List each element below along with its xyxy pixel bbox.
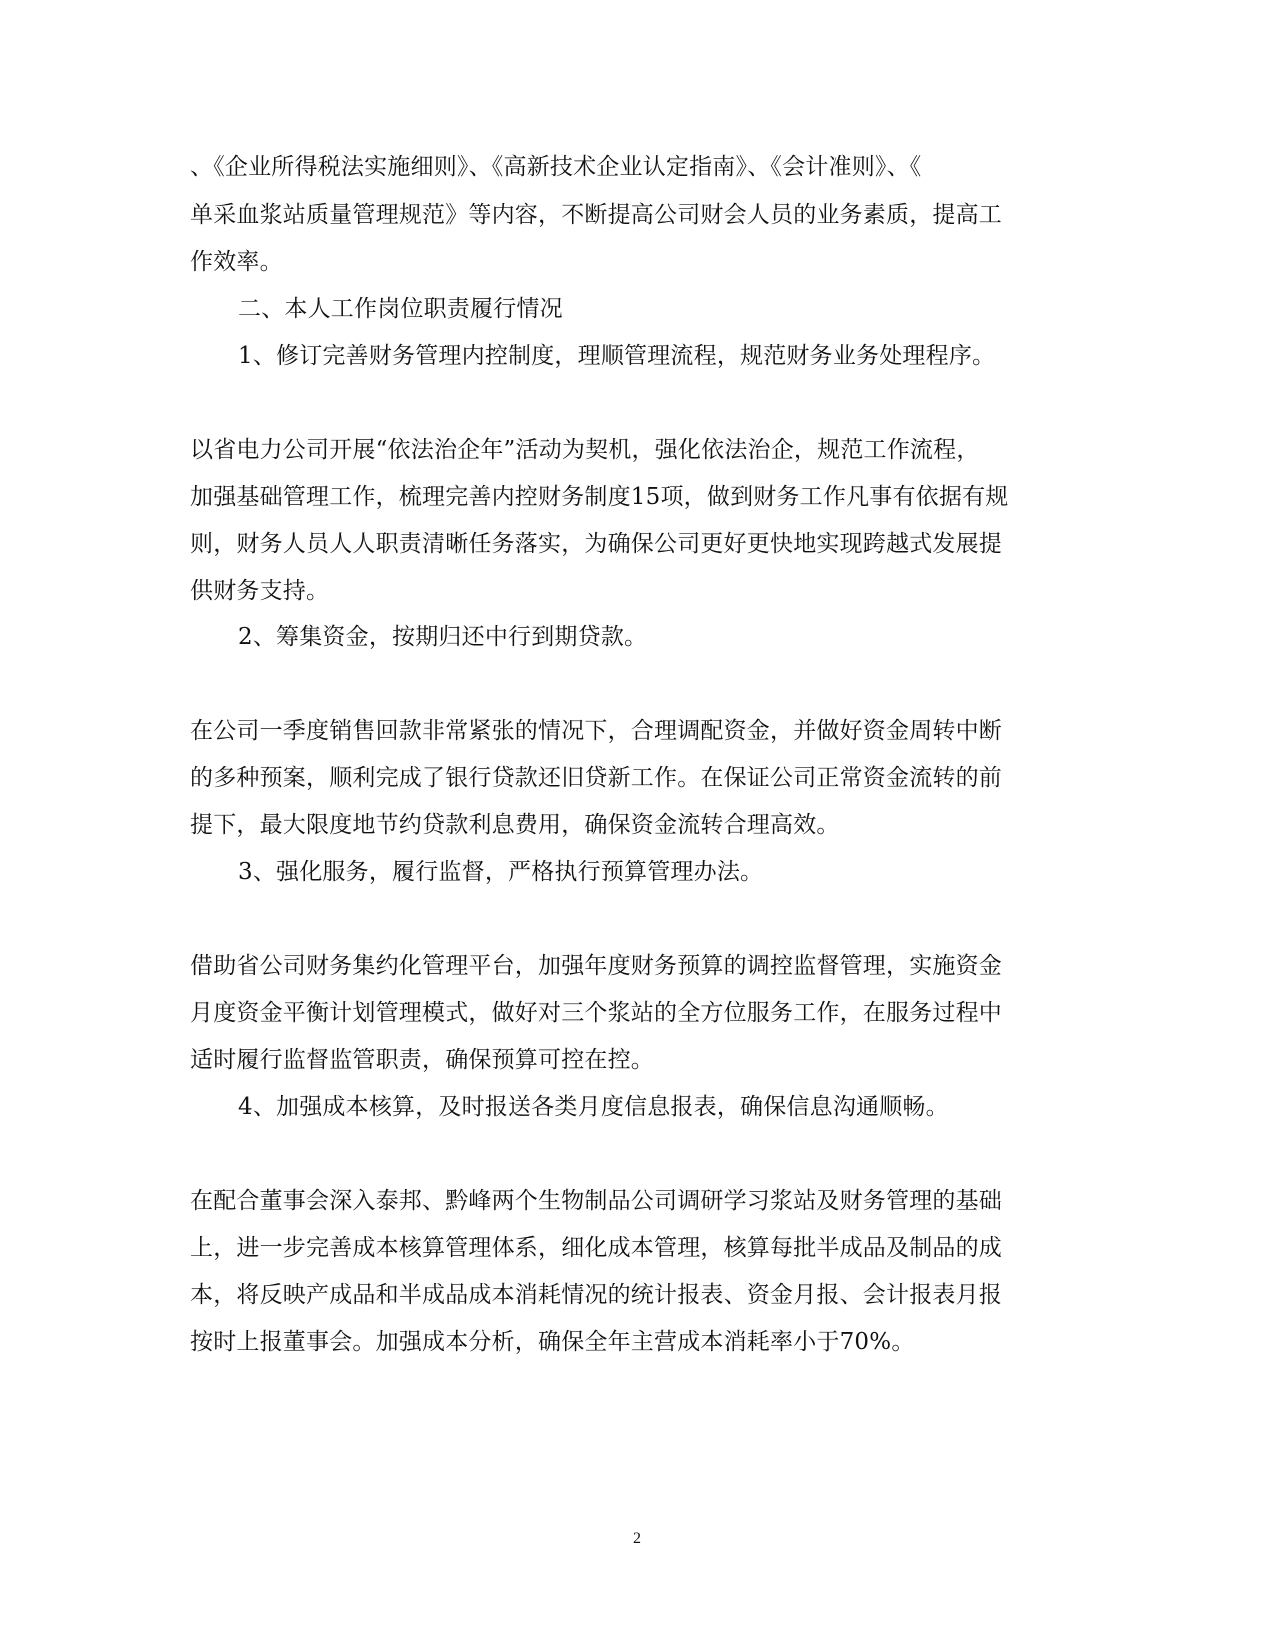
text-line: 加强基础管理工作，梳理完善内控财务制度15项，做到财务工作凡事有依据有规 xyxy=(190,484,1009,510)
text-line: 借助省公司财务集约化管理平台，加强年度财务预算的调控监督管理，实施资金 xyxy=(190,953,1002,979)
text-line: 按时上报董事会。加强成本分析，确保全年主营成本消耗率小于70%。 xyxy=(190,1329,915,1355)
subsection-heading: 2、筹集资金，按期归还中行到期贷款。 xyxy=(238,624,648,650)
text-line: 本，将反映产成品和半成品成本消耗情况的统计报表、资金月报、会计报表月报 xyxy=(190,1282,1002,1308)
text-line: 上，进一步完善成本核算管理体系，细化成本管理，核算每批半成品及制品的成 xyxy=(190,1235,1002,1261)
subsection-heading: 3、强化服务，履行监督，严格执行预算管理办法。 xyxy=(238,859,764,885)
text-line: 的多种预案，顺利完成了银行贷款还旧贷新工作。在保证公司正常资金流转的前 xyxy=(190,765,1002,791)
subsection-heading: 1、修订完善财务管理内控制度，理顺管理流程，规范财务业务处理程序。 xyxy=(238,343,996,369)
text-line: 提下，最大限度地节约贷款利息费用，确保资金流转合理高效。 xyxy=(190,812,840,838)
text-line: 在配合董事会深入泰邦、黔峰两个生物制品公司调研学习浆站及财务管理的基础 xyxy=(190,1188,1002,1214)
text-line: 作效率。 xyxy=(190,249,283,275)
text-line: 、《企业所得税法实施细则》、《高新技术企业认定指南》、《会计准则》、《 xyxy=(190,154,922,180)
text-line: 月度资金平衡计划管理模式，做好对三个浆站的全方位服务工作，在服务过程中 xyxy=(190,1000,1002,1026)
text-line: 适时履行监督监管职责，确保预算可控在控。 xyxy=(190,1047,654,1073)
text-line: 以省电力公司开展“依法治企年”活动为契机，强化依法治企，规范工作流程， xyxy=(190,437,980,463)
text-line: 单采血浆站质量管理规范》等内容，不断提高公司财会人员的业务素质，提高工 xyxy=(190,202,1002,228)
text-line: 则，财务人员人人职责清晰任务落实，为确保公司更好更快地实现跨越式发展提 xyxy=(190,531,1002,557)
subsection-heading: 4、加强成本核算，及时报送各类月度信息报表，确保信息沟通顺畅。 xyxy=(238,1094,949,1120)
section-heading: 二、本人工作岗位职责履行情况 xyxy=(238,296,563,322)
text-line: 在公司一季度销售回款非常紧张的情况下，合理调配资金，并做好资金周转中断 xyxy=(190,718,1002,744)
text-line: 供财务支持。 xyxy=(190,578,330,604)
page-number: 2 xyxy=(633,1530,641,1547)
